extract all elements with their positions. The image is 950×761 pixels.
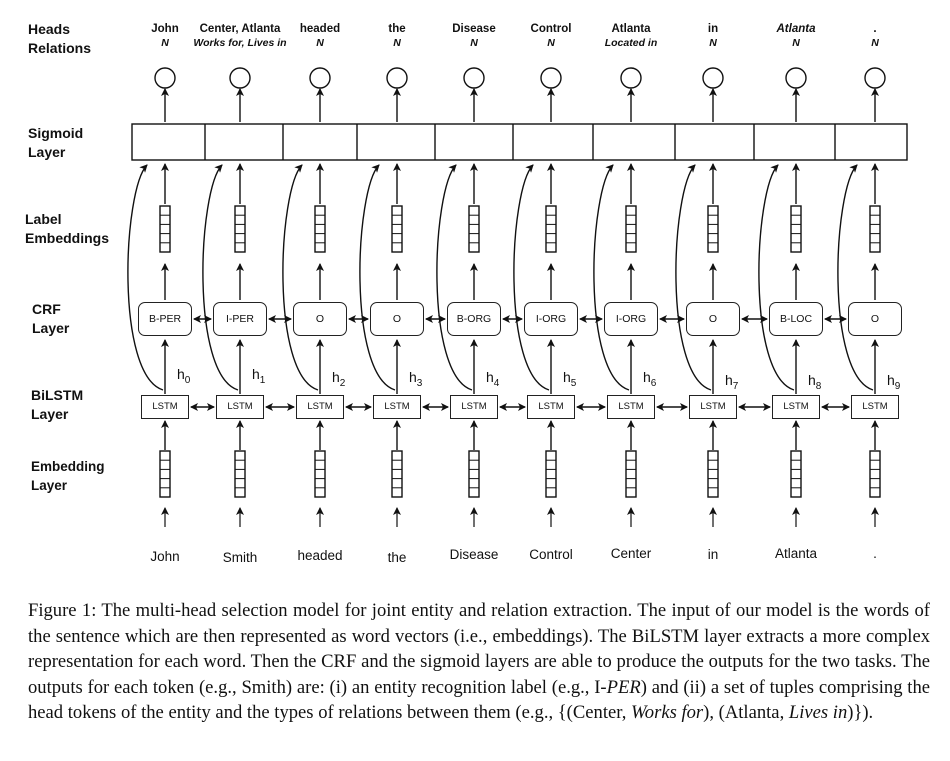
label-embedding-vector-icon [235,206,245,252]
relation-label: N [792,37,800,49]
bilstm-layer-label-1: BiLSTM [31,387,84,403]
label-embedding-vector-icon [626,206,636,252]
hidden-state-index: 0 [184,374,191,386]
hidden-state-symbol: h [409,369,417,385]
crf-layer-label-2: Layer [32,320,70,336]
caption-text-3: ), (Atlanta, [703,702,789,723]
output-node-icon [865,68,885,88]
caption-italic-per: PER [606,676,641,698]
bilstm-layer-label-2: Layer [31,406,69,422]
crf-label-box: O [848,302,902,336]
lstm-cell-box: LSTM [373,395,421,419]
label-embedding-vector-icon [160,206,170,252]
head-token: Atlanta [611,23,651,35]
relation-label: N [161,37,169,49]
hidden-state-label [563,369,576,389]
input-word: . [873,546,877,561]
output-node-icon [155,68,175,88]
hidden-state-symbol: h [643,369,651,385]
crf-label-box: O [293,302,347,336]
lstm-cell-box: LSTM [296,395,344,419]
hidden-state-label [409,369,422,389]
relation-label: N [393,37,401,49]
relation-label: Works for, Lives in [193,37,287,49]
hidden-state-label [725,372,738,392]
lstm-cell-box: LSTM [450,395,498,419]
skip-connection-arrow [128,165,163,390]
crf-label-box: B-ORG [447,302,501,336]
skip-connection-arrow [360,165,395,390]
head-token: Disease [452,23,496,35]
input-word: Center [610,546,652,561]
relation-label: N [547,37,555,49]
crf-label-box: O [370,302,424,336]
hidden-state-label [887,372,900,392]
input-word: headed [297,548,343,563]
relation-label: Located in [604,37,658,49]
word-embedding-vector-icon [870,451,880,497]
word-embedding-vector-icon [469,451,479,497]
input-word: Control [529,547,573,562]
relation-label: N [316,37,324,49]
input-word: John [150,549,180,564]
hidden-state-index: 6 [650,377,657,389]
crf-label-box: B-LOC [769,302,823,336]
output-node-icon [387,68,407,88]
label-embedding-vector-icon [708,206,718,252]
skip-connection-arrow [283,165,318,390]
lstm-cell-box: LSTM [141,395,189,419]
skip-connection-arrow [594,165,629,390]
hidden-state-symbol: h [887,372,895,388]
hidden-state-label [808,372,821,392]
word-embedding-vector-icon [160,451,170,497]
label-embedding-vector-icon [315,206,325,252]
head-token: headed [299,23,341,35]
hidden-state-index: 3 [416,377,423,389]
output-node-icon [703,68,723,88]
crf-label-box: I-ORG [524,302,578,336]
head-token: Atlanta [776,23,816,35]
output-node-icon [541,68,561,88]
hidden-state-symbol: h [725,372,733,388]
skip-connection-arrow [203,165,238,390]
hidden-state-index: 2 [339,377,346,389]
output-node-icon [230,68,250,88]
head-token: in [707,23,719,35]
skip-connection-arrow [514,165,549,390]
heads-label: Heads [28,21,71,37]
word-embedding-vector-icon [392,451,402,497]
embedding-layer-label-1: Embedding [31,459,105,474]
word-embedding-vector-icon [546,451,556,497]
output-node-icon [786,68,806,88]
head-token: . [873,23,877,35]
lstm-cell-box: LSTM [772,395,820,419]
caption-text-1: Figure 1: The multi-head selection model for joint entity and relation extraction. The input of our model is the words of the sentence which are then represented as word vectors (i.e., embeddings). The BiLSTM layer extracts a more complex representation for each word. Then the CRF and the sigmoid layers are able to produce the outputs for the two tasks. The outputs for each token (e.g., Smith) are: (i) an entity recognition label (e.g., I- [28,600,930,698]
hidden-state-symbol: h [177,366,185,382]
input-word: in [707,547,719,562]
crf-layer-label-1: CRF [32,301,61,317]
caption-text-2: ) and (ii) a set of tuples comprising the head tokens of the entity and the types of relations between them (e.g., {(Center, [28,676,930,723]
head-token: the [388,23,406,35]
output-node-icon [621,68,641,88]
hidden-state-symbol: h [808,372,816,388]
hidden-state-index: 7 [732,380,739,392]
caption-text-4: )}). [847,702,874,723]
head-relation-output [820,22,930,50]
hidden-state-index: 9 [894,380,901,392]
label-embedding-vector-icon [469,206,479,252]
lstm-cell-box: LSTM [607,395,655,419]
skip-connection-arrow [838,165,873,390]
hidden-state-symbol: h [486,369,494,385]
sigmoid-layer-label-1: Sigmoid [28,125,84,141]
hidden-state-label [252,366,265,386]
skip-connection-arrow [759,165,794,390]
word-embedding-vector-icon [315,451,325,497]
lstm-cell-box: LSTM [851,395,899,419]
input-word: Disease [449,547,499,562]
hidden-state-index: 5 [570,377,577,389]
hidden-state-index: 4 [493,377,500,389]
head-token: Center, Atlanta [199,23,281,35]
label-embedding-vector-icon [791,206,801,252]
word-embedding-vector-icon [791,451,801,497]
caption-italic-lives-in: Lives in [788,702,848,723]
input-word: the [387,550,407,565]
label-embeddings-label-2: Embeddings [25,230,110,246]
word-embedding-vector-icon [235,451,245,497]
output-node-icon [310,68,330,88]
lstm-cell-box: LSTM [527,395,575,419]
hidden-state-symbol: h [563,369,571,385]
word-embedding-vector-icon [708,451,718,497]
hidden-state-symbol: h [252,366,260,382]
hidden-state-symbol: h [332,369,340,385]
crf-label-box: B-PER [138,302,192,336]
crf-label-box: O [686,302,740,336]
sigmoid-layer-label-2: Layer [28,144,66,160]
skip-connection-arrow [437,165,472,390]
hidden-state-index: 8 [815,380,822,392]
label-embedding-vector-icon [546,206,556,252]
relation-label: N [709,37,717,49]
figure-caption [28,598,930,726]
input-word: Atlanta [774,546,818,561]
hidden-state-label [332,369,345,389]
hidden-state-index: 1 [259,374,266,386]
label-embeddings-label-1: Label [25,211,62,227]
sigmoid-layer-box [132,124,907,160]
embedding-layer-label-2: Layer [31,478,68,493]
lstm-cell-box: LSTM [689,395,737,419]
label-embedding-vector-icon [392,206,402,252]
relation-label: N [871,37,879,49]
relations-label: Relations [28,40,92,56]
head-token: John [151,23,179,35]
skip-connection-arrow [676,165,711,390]
output-node-icon [464,68,484,88]
head-token: Control [530,23,572,35]
hidden-state-label [643,369,656,389]
hidden-state-label [486,369,499,389]
word-embedding-vector-icon [626,451,636,497]
hidden-state-label [177,366,190,386]
crf-label-box: I-ORG [604,302,658,336]
caption-italic-works-for: Works for [631,702,704,723]
crf-label-box: I-PER [213,302,267,336]
input-word: Smith [222,550,258,565]
label-embedding-vector-icon [870,206,880,252]
lstm-cell-box: LSTM [216,395,264,419]
relation-label: N [470,37,478,49]
